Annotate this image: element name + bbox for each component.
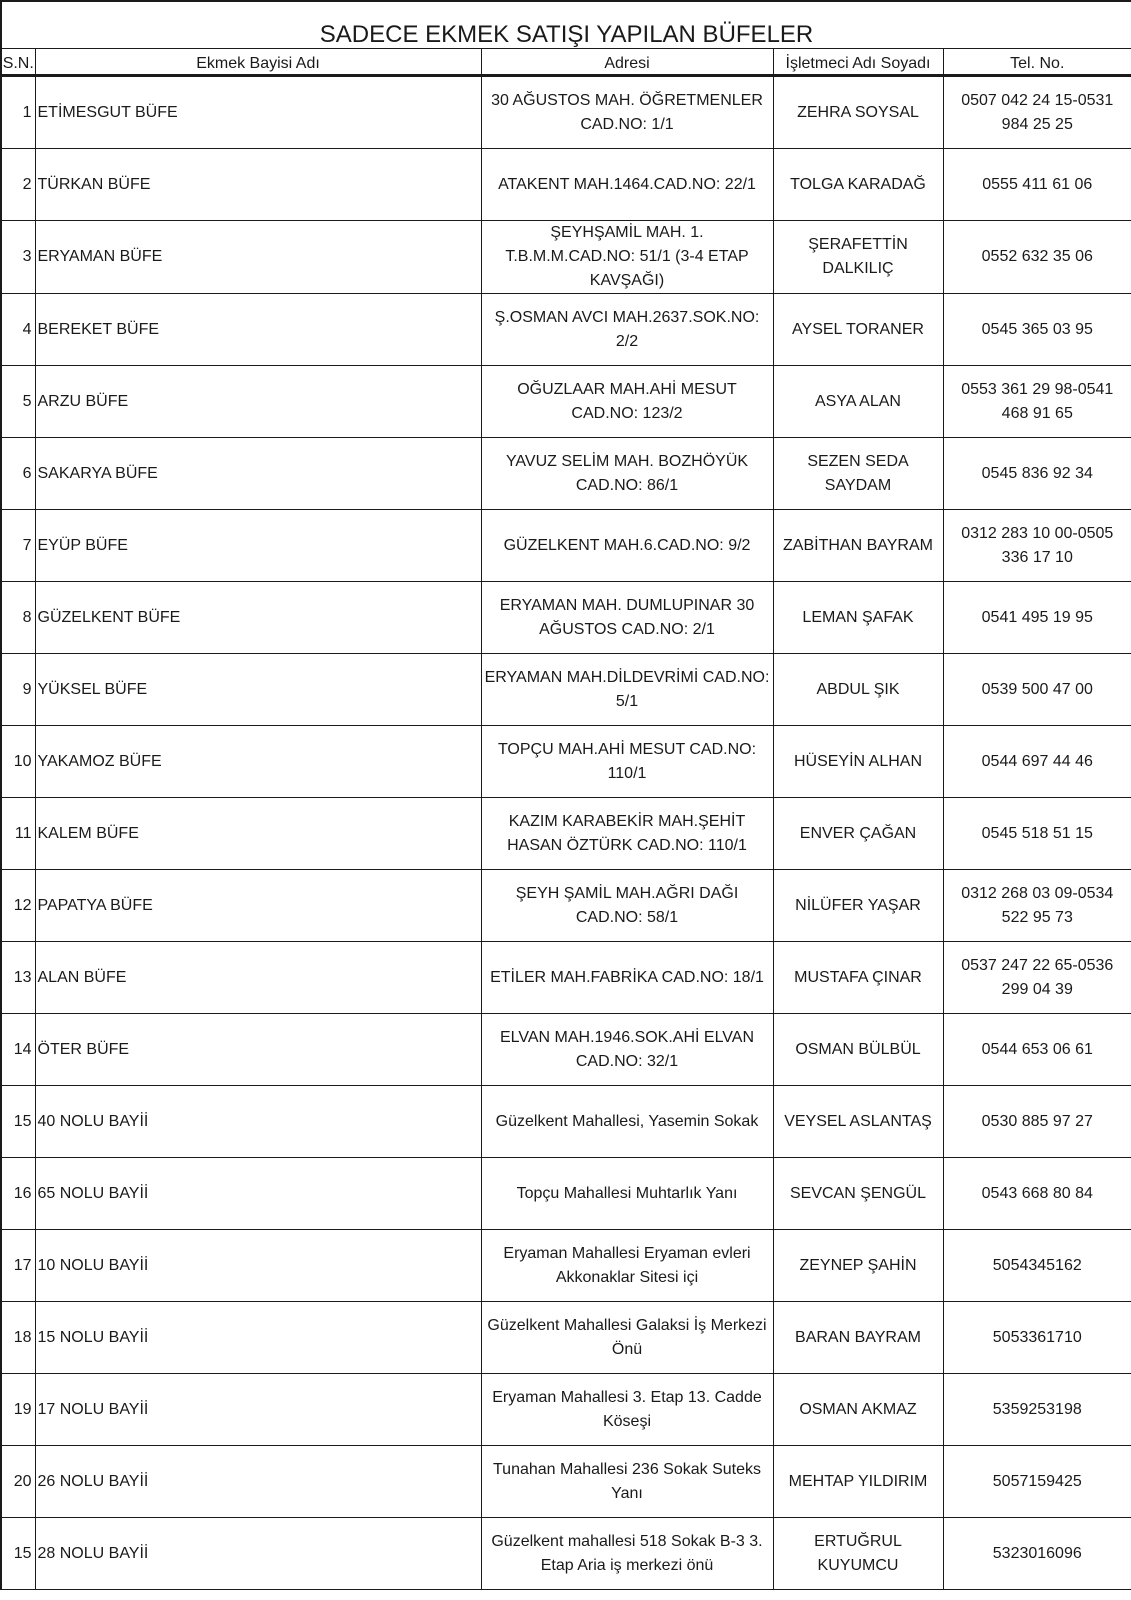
- dealer-name-cell: TÜRKAN BÜFE: [35, 149, 481, 221]
- phone-number-cell: 5054345162: [943, 1230, 1131, 1302]
- address-cell: GÜZELKENT MAH.6.CAD.NO: 9/2: [481, 510, 773, 582]
- dealer-name-cell: YÜKSEL BÜFE: [35, 654, 481, 726]
- operator-name-cell: MEHTAP YILDIRIM: [773, 1446, 943, 1518]
- table-row: [1, 510, 1131, 582]
- address-cell: Güzelkent Mahallesi Galaksi İş Merkezi Önü: [481, 1302, 773, 1374]
- row-number-cell: 3: [1, 221, 35, 294]
- row-number-cell: 20: [1, 1446, 35, 1518]
- address-cell: 30 AĞUSTOS MAH. ÖĞRETMENLER CAD.NO: 1/1: [481, 76, 773, 149]
- phone-number-cell: 5057159425: [943, 1446, 1131, 1518]
- row-number-cell: 18: [1, 1302, 35, 1374]
- phone-number-cell: 0543 668 80 84: [943, 1158, 1131, 1230]
- dealer-name-cell: 40 NOLU BAYİİ: [35, 1086, 481, 1158]
- table-row: [1, 294, 1131, 366]
- address-cell: ERYAMAN MAH. DUMLUPINAR 30 AĞUSTOS CAD.NO: 2/1: [481, 582, 773, 654]
- row-number-cell: 8: [1, 582, 35, 654]
- operator-name-cell: ENVER ÇAĞAN: [773, 798, 943, 870]
- operator-name-cell: BARAN BAYRAM: [773, 1302, 943, 1374]
- row-number-cell: 1: [1, 76, 35, 149]
- row-number-cell: 9: [1, 654, 35, 726]
- address-cell: ETİLER MAH.FABRİKA CAD.NO: 18/1: [481, 942, 773, 1014]
- column-header-phone: Tel. No.: [943, 49, 1131, 76]
- row-number-cell: 7: [1, 510, 35, 582]
- table-row: [1, 798, 1131, 870]
- phone-number-cell: 0545 365 03 95: [943, 294, 1131, 366]
- operator-name-cell: OSMAN AKMAZ: [773, 1374, 943, 1446]
- phone-number-cell: 0544 697 44 46: [943, 726, 1131, 798]
- operator-name-cell: SEZEN SEDA SAYDAM: [773, 438, 943, 510]
- table-row: [1, 870, 1131, 942]
- row-number-cell: 15: [1, 1518, 35, 1590]
- column-header-name: Ekmek Bayisi Adı: [35, 49, 481, 76]
- address-cell: Güzelkent mahallesi 518 Sokak B-3 3. Etap Aria iş merkezi önü: [481, 1518, 773, 1590]
- row-number-cell: 14: [1, 1014, 35, 1086]
- operator-name-cell: MUSTAFA ÇINAR: [773, 942, 943, 1014]
- operator-name-cell: ZEHRA SOYSAL: [773, 76, 943, 149]
- row-number-cell: 2: [1, 149, 35, 221]
- address-cell: ERYAMAN MAH.DİLDEVRİMİ CAD.NO: 5/1: [481, 654, 773, 726]
- address-cell: ŞEYHŞAMİL MAH. 1. T.B.M.M.CAD.NO: 51/1 (3-4 ETAP KAVŞAĞI): [481, 221, 773, 294]
- address-cell: ELVAN MAH.1946.SOK.AHİ ELVAN CAD.NO: 32/1: [481, 1014, 773, 1086]
- dealer-name-cell: 10 NOLU BAYİİ: [35, 1230, 481, 1302]
- row-number-cell: 12: [1, 870, 35, 942]
- phone-number-cell: 0537 247 22 65-0536 299 04 39: [943, 942, 1131, 1014]
- table-row: [1, 221, 1131, 294]
- address-cell: Tunahan Mahallesi 236 Sokak Suteks Yanı: [481, 1446, 773, 1518]
- table-row: [1, 654, 1131, 726]
- table-row: [1, 1446, 1131, 1518]
- address-cell: OĞUZLAAR MAH.AHİ MESUT CAD.NO: 123/2: [481, 366, 773, 438]
- operator-name-cell: VEYSEL ASLANTAŞ: [773, 1086, 943, 1158]
- address-cell: Topçu Mahallesi Muhtarlık Yanı: [481, 1158, 773, 1230]
- table-row: [1, 1158, 1131, 1230]
- column-header-address: Adresi: [481, 49, 773, 76]
- operator-name-cell: AYSEL TORANER: [773, 294, 943, 366]
- operator-name-cell: LEMAN ŞAFAK: [773, 582, 943, 654]
- row-number-cell: 15: [1, 1086, 35, 1158]
- operator-name-cell: TOLGA KARADAĞ: [773, 149, 943, 221]
- address-cell: KAZIM KARABEKİR MAH.ŞEHİT HASAN ÖZTÜRK CAD.NO: 110/1: [481, 798, 773, 870]
- dealer-name-cell: ETİMESGUT BÜFE: [35, 76, 481, 149]
- table-title: SADECE EKMEK SATIŞI YAPILAN BÜFELER: [1, 1, 1131, 49]
- dealer-name-cell: 65 NOLU BAYİİ: [35, 1158, 481, 1230]
- address-cell: Eryaman Mahallesi 3. Etap 13. Cadde Köseşi: [481, 1374, 773, 1446]
- row-number-cell: 19: [1, 1374, 35, 1446]
- row-number-cell: 17: [1, 1230, 35, 1302]
- phone-number-cell: 0312 268 03 09-0534 522 95 73: [943, 870, 1131, 942]
- dealer-name-cell: PAPATYA BÜFE: [35, 870, 481, 942]
- operator-name-cell: ASYA ALAN: [773, 366, 943, 438]
- dealer-name-cell: 15 NOLU BAYİİ: [35, 1302, 481, 1374]
- dealer-name-cell: ERYAMAN BÜFE: [35, 221, 481, 294]
- dealer-name-cell: 28 NOLU BAYİİ: [35, 1518, 481, 1590]
- phone-number-cell: 0539 500 47 00: [943, 654, 1131, 726]
- operator-name-cell: OSMAN BÜLBÜL: [773, 1014, 943, 1086]
- phone-number-cell: 0545 836 92 34: [943, 438, 1131, 510]
- phone-number-cell: 0312 283 10 00-0505 336 17 10: [943, 510, 1131, 582]
- operator-name-cell: ABDUL ŞIK: [773, 654, 943, 726]
- row-number-cell: 6: [1, 438, 35, 510]
- table-row: [1, 366, 1131, 438]
- dealer-name-cell: 26 NOLU BAYİİ: [35, 1446, 481, 1518]
- dealer-name-cell: KALEM BÜFE: [35, 798, 481, 870]
- row-number-cell: 16: [1, 1158, 35, 1230]
- table-row: [1, 1302, 1131, 1374]
- operator-name-cell: ERTUĞRUL KUYUMCU: [773, 1518, 943, 1590]
- address-cell: ŞEYH ŞAMİL MAH.AĞRI DAĞI CAD.NO: 58/1: [481, 870, 773, 942]
- table-row: [1, 1086, 1131, 1158]
- table-row: [1, 1374, 1131, 1446]
- phone-number-cell: 0545 518 51 15: [943, 798, 1131, 870]
- address-cell: Eryaman Mahallesi Eryaman evleri Akkonaklar Sitesi içi: [481, 1230, 773, 1302]
- table-row: [1, 1014, 1131, 1086]
- phone-number-cell: 0552 632 35 06: [943, 221, 1131, 294]
- row-number-cell: 5: [1, 366, 35, 438]
- table-row: [1, 1230, 1131, 1302]
- table-row: [1, 149, 1131, 221]
- row-number-cell: 10: [1, 726, 35, 798]
- address-cell: Ş.OSMAN AVCI MAH.2637.SOK.NO: 2/2: [481, 294, 773, 366]
- dealer-name-cell: ÖTER BÜFE: [35, 1014, 481, 1086]
- dealer-name-cell: YAKAMOZ BÜFE: [35, 726, 481, 798]
- dealer-name-cell: ARZU BÜFE: [35, 366, 481, 438]
- operator-name-cell: HÜSEYİN ALHAN: [773, 726, 943, 798]
- row-number-cell: 4: [1, 294, 35, 366]
- operator-name-cell: ŞERAFETTİN DALKILIÇ: [773, 221, 943, 294]
- column-header-sn: S.N.: [1, 49, 35, 76]
- dealer-name-cell: SAKARYA BÜFE: [35, 438, 481, 510]
- row-number-cell: 11: [1, 798, 35, 870]
- phone-number-cell: 5323016096: [943, 1518, 1131, 1590]
- address-cell: TOPÇU MAH.AHİ MESUT CAD.NO: 110/1: [481, 726, 773, 798]
- phone-number-cell: 5053361710: [943, 1302, 1131, 1374]
- table-row: [1, 942, 1131, 1014]
- column-header-operator: İşletmeci Adı Soyadı: [773, 49, 943, 76]
- dealer-name-cell: ALAN BÜFE: [35, 942, 481, 1014]
- operator-name-cell: ZABİTHAN BAYRAM: [773, 510, 943, 582]
- phone-number-cell: 0544 653 06 61: [943, 1014, 1131, 1086]
- dealer-name-cell: 17 NOLU BAYİİ: [35, 1374, 481, 1446]
- phone-number-cell: 0530 885 97 27: [943, 1086, 1131, 1158]
- operator-name-cell: ZEYNEP ŞAHİN: [773, 1230, 943, 1302]
- dealer-name-cell: GÜZELKENT BÜFE: [35, 582, 481, 654]
- table-row: [1, 1518, 1131, 1590]
- phone-number-cell: 0553 361 29 98-0541 468 91 65: [943, 366, 1131, 438]
- operator-name-cell: SEVCAN ŞENGÜL: [773, 1158, 943, 1230]
- phone-number-cell: 0507 042 24 15-0531 984 25 25: [943, 76, 1131, 149]
- address-cell: YAVUZ SELİM MAH. BOZHÖYÜK CAD.NO: 86/1: [481, 438, 773, 510]
- dealer-name-cell: BEREKET BÜFE: [35, 294, 481, 366]
- address-cell: ATAKENT MAH.1464.CAD.NO: 22/1: [481, 149, 773, 221]
- table-row: [1, 438, 1131, 510]
- phone-number-cell: 0541 495 19 95: [943, 582, 1131, 654]
- row-number-cell: 13: [1, 942, 35, 1014]
- address-cell: Güzelkent Mahallesi, Yasemin Sokak: [481, 1086, 773, 1158]
- table-row: [1, 76, 1131, 149]
- phone-number-cell: 5359253198: [943, 1374, 1131, 1446]
- operator-name-cell: NİLÜFER YAŞAR: [773, 870, 943, 942]
- table-row: [1, 582, 1131, 654]
- dealer-name-cell: EYÜP BÜFE: [35, 510, 481, 582]
- phone-number-cell: 0555 411 61 06: [943, 149, 1131, 221]
- table-row: [1, 726, 1131, 798]
